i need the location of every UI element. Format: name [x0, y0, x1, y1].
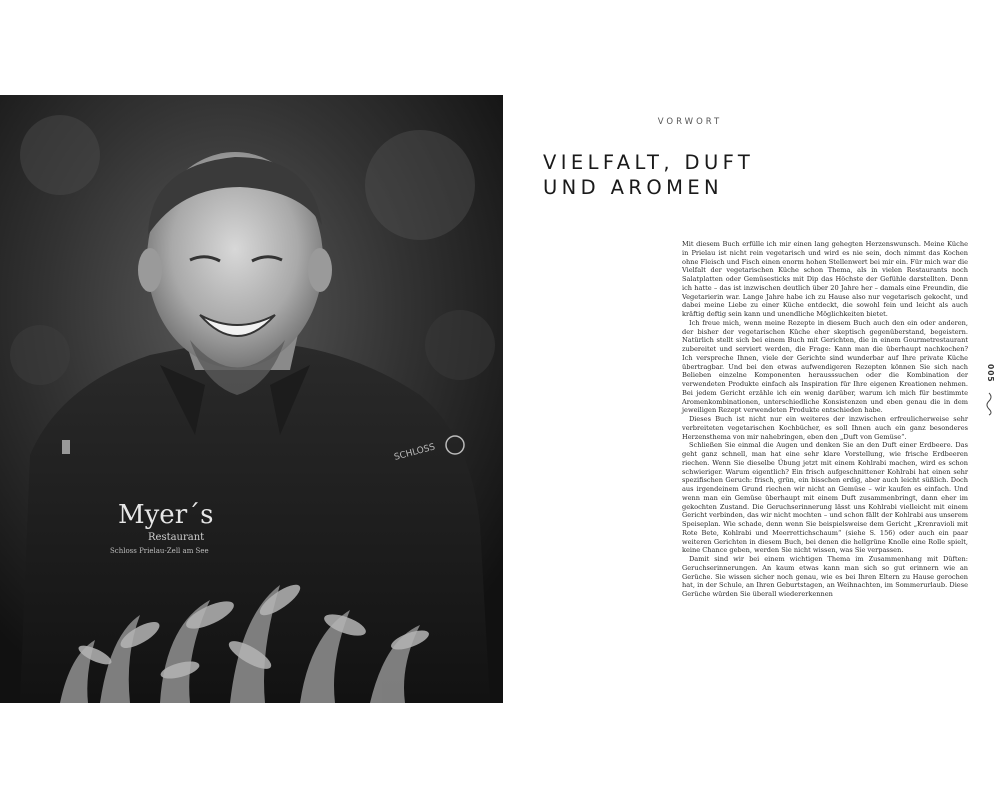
jacket-sub2-text: Schloss Prielau-Zell am See — [110, 547, 209, 555]
paragraph: Dieses Buch ist nicht nur ein weiteres der inzwischen erfreulicherweise sehr verbreiteten vegetarischen Kochbücher, es soll Ihnen auch ein ganz besonderes Herzensthema von mir nahebringen, eben den „Duft von Gemüse“. — [682, 415, 968, 441]
jacket-sub1-text: Restaurant — [148, 532, 205, 543]
section-kicker: VORWORT — [657, 117, 723, 127]
page-title-line-2: UND AROMEN — [543, 176, 724, 199]
paragraph: Mit diesem Buch erfülle ich mir einen lang gehegten Herzenswunsch. Meine Küche in Prielau ist nicht rein vegetarisch und wird es nie sein, doch nimmt das Kochen ohne Fleisch und Fisch einen enorm hohen Stellenwert bei mir ein. Für mich war die Vielfalt der vegetarischen Küche schon Thema, als in vielen Restaurants noch Salatplatten oder Gemüsesticks mit Dip das Höchste der Gefühle darstellten. Denn ich hatte – das ist inzwischen deutlich über 20 Jahre her – damals eine Freundin, die Vegetarierin war. Lange Jahre habe ich zu Hause also nur vegetarisch gekocht, und dabei meine Liebe zu einer Küche entdeckt, die sowohl fein und leicht als auch kräftig deftig sein kann und unendliche Möglichkeiten bietet. — [682, 240, 968, 318]
chef-portrait-illustration — [0, 95, 503, 703]
paragraph: Ich freue mich, wenn meine Rezepte in diesem Buch auch den ein oder anderen, der bisher der vegetarischen Küche eher skeptisch gegenüberstand, begeistern. Natürlich stellt sich bei einem Buch mit Gerichten, die in einem Gourmetrestaurant zubereitet und serviert werden, die Frage: Kann man die überhaupt nachkochen? Ich verspreche Ihnen, viele der Gerichte sind wunderbar auf Ihre private Küche übertragbar. Und bei den etwas aufwendigeren Rezepten können Sie sich nach Belieben einzelne Komponenten herausssuchen oder die Kombination der verwendeten Produkte einfach als Inspiration für Ihre eigenen Kreationen nehmen. Bei jedem Gericht erzähle ich ein wenig darüber, warum ich mich für bestimmte Aromenkombinationen, unterschiedliche Konsistenzen und eben genau die in dem jeweiligen Rezept verwendeten Produkte entschieden habe. — [682, 318, 968, 415]
wave-ornament-icon — [984, 392, 994, 416]
sleeve-badge-text: SCHLOSS — [393, 442, 437, 463]
body-text — [682, 240, 968, 599]
paragraph: Damit sind wir bei einem wichtigen Thema im Zusammenhang mit Düften: Geruchserinnerungen. An kaum etwas kann man sich so gut erinnern wie an Gerüche. Sie wissen sicher noch genau, wie es bei Ihren Eltern zu Hause gerochen hat, in der Schule, an Ihren Geburtstagen, an Weihnachten, im Sommerurlaub. Diese Gerüche würden Sie überall wiedererkennen — [682, 555, 968, 598]
page-title — [543, 150, 843, 200]
jacket-logo-text: Myer´s — [118, 500, 214, 530]
page-title-line-1: VIELFALT, DUFT — [543, 151, 755, 174]
page-number: 005 — [986, 364, 995, 383]
paragraph: Schließen Sie einmal die Augen und denken Sie an den Duft einer Erdbeere. Das geht ganz schnell, man hat eine sehr klare Vorstellung, wie frische Erdbeeren riechen. Wenn Sie dieselbe Übung jetzt mit einem Kohlrabi machen, wird es schon schwieriger. Warum eigentlich? Ein frisch aufgeschnittener Kohlrabi hat einen sehr spezifischen Geruch: frisch, grün, ein bisschen erdig, aber auch leicht süßlich. Doch aus irgendeinem Grund riechen wir nicht an Gemüse – wir kaufen es einfach. Und wenn man ein Gemüse überhaupt mit einem Duft zusammenbringt, dann eher im gekochten Zustand. Die Geruchserinnerung lässt uns Kohlrabi vielleicht mit einem Gericht verbinden, das wir nicht mochten – und schon fällt der Kohlrabi aus unserem Speiseplan. Wie schade, denn wenn Sie beispielsweise dem Gericht „Krenravioli mit Rote Bete, Kohlrabi und Meerrettichschaum“ (siehe S. 156) oder auch ein paar weiteren Gerichten in diesem Buch, bei denen die hellgrüne Knolle eine Rolle spielt, keine Chance geben, werden Sie nicht wissen, was Sie verpassen. — [682, 441, 968, 555]
chef-portrait-photo — [0, 95, 503, 703]
